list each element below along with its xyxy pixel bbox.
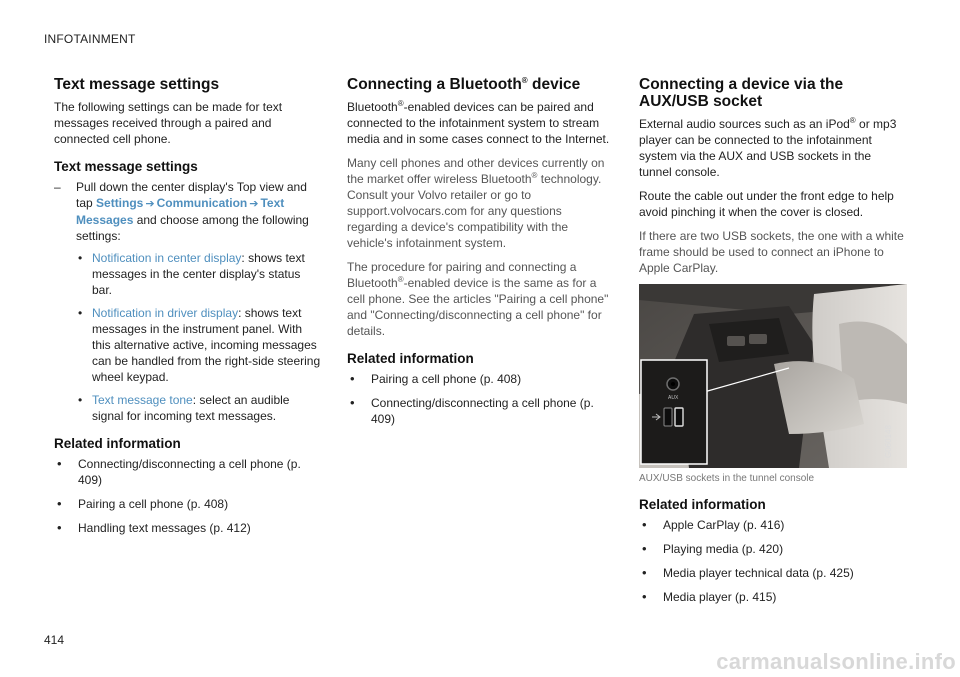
related-item[interactable]: • Playing media (p. 420): [639, 541, 907, 557]
paragraph-3: If there are two USB sockets, the one with a white frame should be used to connect an iPhone to Apple CarPlay.: [639, 229, 904, 275]
p1-text: External audio sources such as an iPod: [639, 117, 850, 131]
related-title: Related information: [639, 497, 766, 512]
option-item: [76, 250, 322, 298]
related-item[interactable]: • Pairing a cell phone (p. 408): [347, 371, 615, 387]
option-label: Notification in driver display: [92, 306, 239, 320]
related-item[interactable]: • Handling text messages (p. 412): [54, 520, 322, 536]
running-header: INFOTAINMENT: [44, 32, 136, 46]
menu-path-settings: Settings: [96, 196, 144, 210]
arrow-right-icon: ➔: [145, 198, 155, 210]
option-item: [76, 392, 322, 424]
column-aux-usb: [639, 76, 907, 613]
procedure-step: [54, 179, 322, 424]
intro-paragraph: The following settings can be made for text messages received through a paired and connected cell phone.: [54, 100, 283, 146]
p2-text-end: technology. Consult your Volvo retailer or go to support.volvocars.com for any questions regarding a device's compatibility with the vehicle's infotainment system.: [347, 172, 602, 250]
paragraph-2: Route the cable out under the front edge to help avoid pinching it when the cover is closed.: [639, 189, 894, 219]
aux-label: AUX: [668, 395, 679, 401]
option-desc: : shows text messages in the center display's status bar.: [92, 251, 305, 297]
p2-text: Many cell phones and other devices currently on the market offer wireless Bluetooth: [347, 156, 605, 186]
title-text: Connecting a Bluetooth: [347, 76, 522, 93]
paragraph-1: [347, 99, 615, 147]
related-item[interactable]: • Apple CarPlay (p. 416): [639, 517, 907, 533]
p3-text-end: -enabled device is the same as for a cell phone. See the articles "Pairing a cell phone" and "Connecting/disconnecting a cell phone" for details.: [347, 276, 609, 338]
step-dash: –: [54, 180, 61, 194]
registered-mark: ®: [521, 75, 528, 85]
subsection-title: Text message settings: [54, 159, 198, 174]
paragraph-1: [639, 116, 907, 180]
column-bluetooth: [347, 76, 615, 435]
section-title: [347, 76, 615, 93]
related-title: Related information: [54, 436, 181, 451]
p1-text-end: -enabled devices can be paired and connected to the infotainment system to stream media and in some cases connect to the Internet.: [347, 100, 610, 146]
p1-text-end: or mp3 player can be connected to the infotainment system via the AUX and USB sockets in the tunnel console.: [639, 117, 897, 179]
paragraph-2: [347, 155, 615, 251]
related-item[interactable]: • Connecting/disconnecting a cell phone (p. 409): [54, 456, 322, 488]
menu-path-communication: Communication: [156, 196, 248, 210]
paragraph-3: [347, 259, 615, 339]
console-illustration: [639, 284, 907, 468]
figure-caption: AUX/USB sockets in the tunnel console: [639, 473, 815, 484]
registered-mark: ®: [397, 99, 404, 108]
settings-options-list: [76, 250, 322, 424]
title-text-end: device: [527, 76, 581, 93]
option-label: Notification in center display: [92, 251, 242, 265]
step-text-end: and choose among the following settings:: [76, 213, 309, 243]
related-item[interactable]: • Pairing a cell phone (p. 408): [54, 496, 322, 512]
watermark-logo[interactable]: carmanualsonline.info: [716, 649, 956, 674]
option-label: Text message tone: [92, 393, 193, 407]
related-item[interactable]: • Media player (p. 415): [639, 589, 907, 605]
registered-mark: ®: [531, 171, 538, 180]
arrow-right-icon: ➔: [249, 198, 259, 210]
related-item[interactable]: • Media player technical data (p. 425): [639, 565, 907, 581]
page-number: 414: [44, 633, 65, 647]
related-list: [54, 456, 322, 536]
section-title: Connecting a device via the AUX/USB socket: [639, 76, 844, 110]
related-list: [347, 371, 615, 427]
option-desc: : select an audible signal for incoming text messages.: [92, 393, 290, 423]
tunnel-console-photo: [639, 284, 907, 468]
option-item: [76, 305, 322, 385]
figure-code: G060148: [884, 425, 893, 458]
related-list: [639, 517, 907, 605]
column-text-message-settings: [54, 76, 322, 544]
p3-text: The procedure for pairing and connecting a Bluetooth: [347, 260, 577, 290]
section-title: Text message settings: [54, 76, 220, 93]
related-title: Related information: [347, 351, 474, 366]
p1-text: Bluetooth: [347, 100, 398, 114]
step-text: Pull down the center display's Top view and tap: [76, 180, 307, 210]
menu-path-text-messages: Text Messages: [76, 196, 285, 227]
option-desc: : shows text messages in the instrument panel. With this alternative active, incoming messages can be handled from the right-side steering wheel keypad.: [92, 306, 321, 384]
registered-mark: ®: [397, 275, 404, 284]
registered-mark: ®: [849, 116, 856, 125]
related-item[interactable]: • Connecting/disconnecting a cell phone (p. 409): [347, 395, 615, 427]
